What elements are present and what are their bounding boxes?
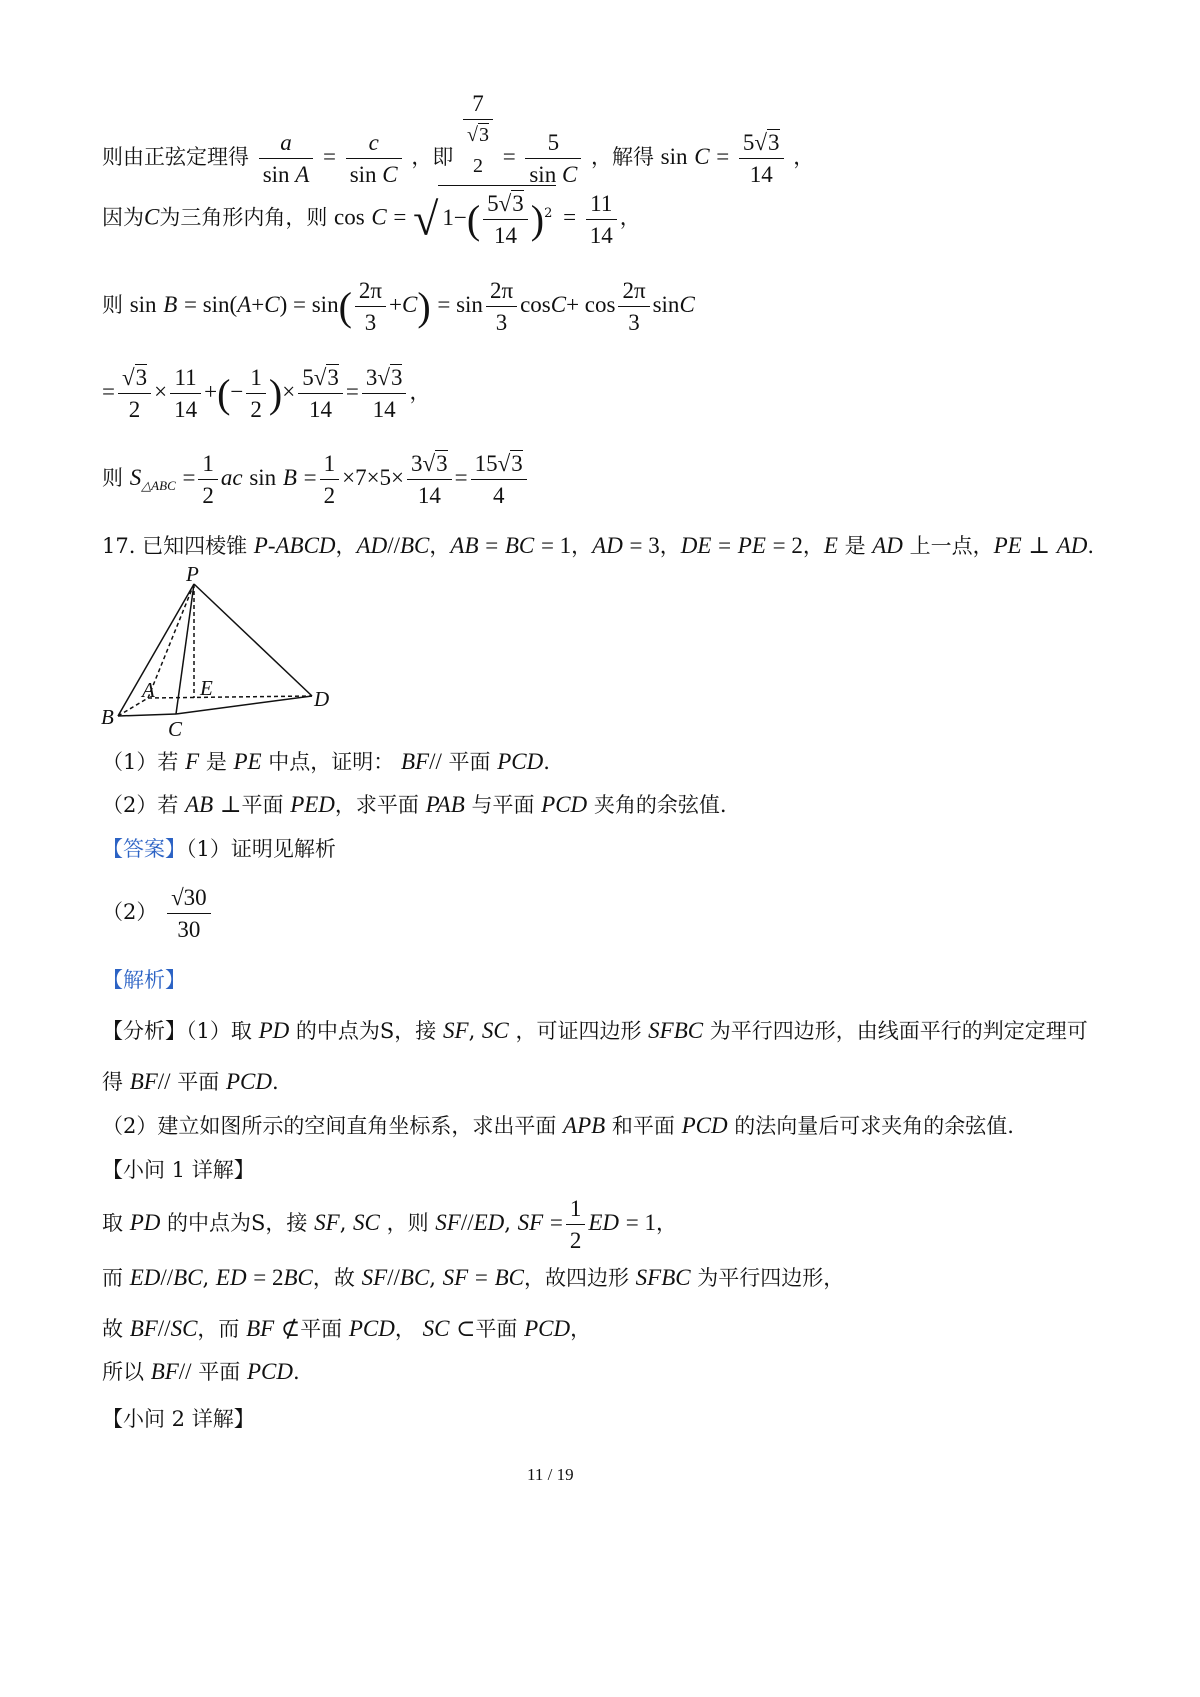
sub1-line-1: 取 PD 的中点为S，接 SF, SC ，则 SF//ED, SF = $\frac{1}{2}$ ED = 1， [102, 1193, 677, 1256]
sub1-line-3: 故 BF//SC，而 BF ⊄平面 PCD， SC ⊂平面 PCD， [102, 1316, 592, 1341]
answer-label: 【答案】 [102, 837, 186, 861]
fraction: $\frac{5}{\text{sin C}}$ [525, 127, 581, 190]
analysis-line-1: 【分析】（1）取 PD 的中点为S，接 SF, SC ，可证四边形 SFBC 为平行四边形，由线面平行的判定定理可 [102, 1018, 1088, 1043]
text: 已知四棱锥 [142, 534, 248, 558]
fraction: $\frac{11}{14}$ [586, 188, 617, 251]
answer-line-1: 【答案】（1）证明见解析 [102, 837, 336, 861]
top-line-4: = $\frac{√3}{2}$ × $\frac{11}{14}$ +(− $\frac{1}{2}$ )× $\frac{5√3}{14}$ = $\frac{3√3}{14}$ ， [102, 362, 430, 425]
label-P: P [186, 566, 199, 586]
text: 为三角形内角，则 [159, 205, 328, 230]
top-line-1: 则由正弦定理得 $\frac{a}{\text{sin A}}$ = $\frac{c}{\text{sin C}}$ ，即 7 √3 2 = $\frac{5}{\text{sin C}}$ ，解得 sin C = $\frac{5√3}{14}$ ， [102, 88, 814, 190]
text: ，解得 [590, 145, 654, 169]
answer-line-2: （2） $\frac{√30}{30}$ [102, 882, 214, 945]
label-D: D [314, 687, 330, 711]
label-B: B [101, 705, 114, 729]
answer-fraction: $\frac{√30}{30}$ [167, 882, 211, 945]
text: ，即 [411, 145, 454, 169]
top-line-5: 则 $S_{\triangle ABC}$ = $\frac{1}{2}$ ac sin B = $\frac{1}{2}$ ×7×5× $\frac{3√3}{14}$ = $\frac{15√3}{4}$ [102, 448, 530, 511]
label-A: A [142, 678, 155, 702]
text: 则 [102, 466, 123, 490]
text: 则 [102, 293, 123, 317]
problem-number: 17. [102, 534, 136, 558]
analysis-line-2: 得 BF// 平面 PCD. [102, 1069, 279, 1094]
sub2-label: 【小问 2 详解】 [102, 1407, 255, 1431]
sub1-line-2: 而 ED//BC, ED = 2BC，故 SF//BC, SF = BC，故四边形 SFBC 为平行四边形， [102, 1265, 845, 1290]
label-C: C [168, 717, 183, 741]
fraction: 7 √3 2 [463, 88, 493, 182]
analysis-label: 【解析】 [102, 968, 186, 992]
fraction: $\frac{5√3}{14}$ [739, 127, 784, 190]
top-line-2: 因为C为三角形内角，则 cos C = √ 1−( $\frac{5√3}{14}$ )$^2$ = $\frac{11}{14}$ ， [102, 185, 641, 253]
pyramid-figure [96, 566, 336, 741]
fraction: $\frac{c}{\text{sin C}}$ [346, 127, 402, 190]
text: 则由正弦定理得 [102, 145, 249, 169]
analysis-line-3: （2）建立如图所示的空间直角坐标系，求出平面 APB 和平面 PCD 的法向量后可求夹角的余弦值. [102, 1113, 1014, 1138]
fraction: $\frac{a}{\text{sin A}}$ [259, 127, 314, 190]
text: 因为 [102, 205, 144, 230]
sub1-label: 【小问 1 详解】 [102, 1158, 255, 1182]
label-E: E [200, 676, 213, 700]
question-1: （1）若 F 是 PE 中点，证明： BF// 平面 PCD. [102, 749, 550, 774]
sub1-line-4: 所以 BF// 平面 PCD. [102, 1359, 300, 1384]
page-number: 11 / 19 [527, 1465, 574, 1484]
problem-statement: 17. 已知四棱锥 P-ABCD，AD//BC，AB = BC = 1，AD = 3，DE = PE = 2，E 是 AD 上一点，PE ⊥ AD. [102, 533, 1095, 558]
top-line-3: 则 sin B = sin(A+C) = sin( $\frac{2\pi}{3}$ +C) = sin $\frac{2\pi}{3}$ cosC+ cos $\frac{2\pi}{3}$ sinC [102, 275, 695, 338]
question-2: （2）若 AB ⊥平面 PED，求平面 PAB 与平面 PCD 夹角的余弦值. [102, 792, 727, 817]
